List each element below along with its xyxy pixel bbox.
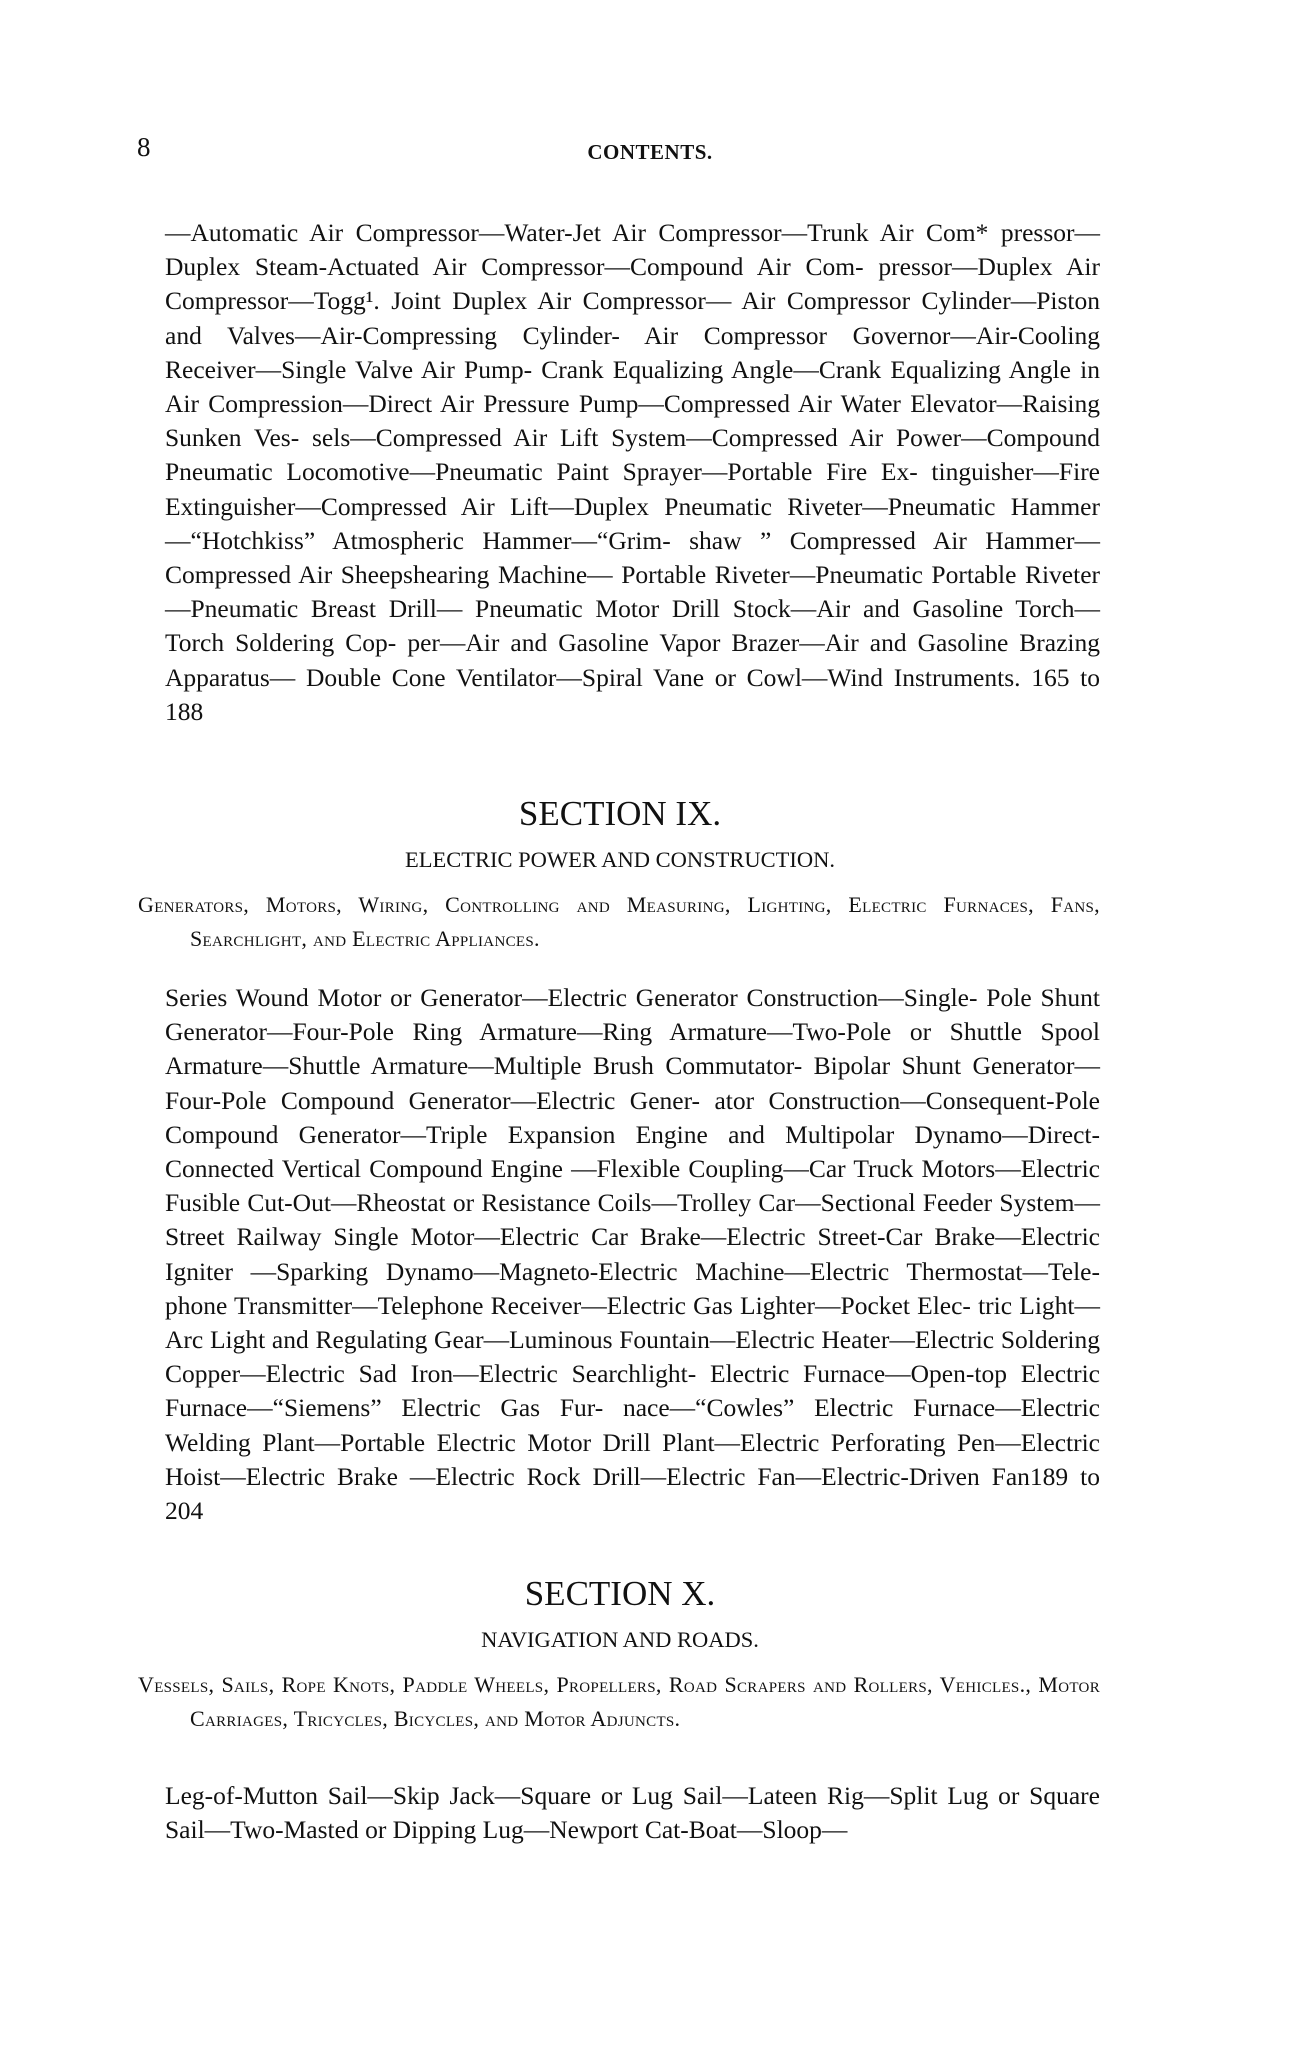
section-10-contents: Leg-of-Mutton Sail—Skip Jack—Square or Lug Sail—Lateen Rig—Split Lug or Square Sail—Two-Masted or Dipping Lug—Newport Cat-Boat—Sloop— (165, 1781, 1100, 1845)
section-10-topics: Vessels, Sails, Rope Knots, Paddle Wheels, Propellers, Road Scrapers and Rollers, Vehicles., Motor Carriages, Tricycles, Bicycles, and Motor Adjuncts. (138, 1672, 1100, 1731)
section-9-contents: Series Wound Motor or Generator—Electric Generator Construction—Single- Pole Shunt Generator—Four-Pole Ring Armature—Ring Armature—Two-Pole or Shuttle Spool Armature—Shuttle Armature—Multiple Brush Commutator- Bipolar Shunt Generator—Four-Pole Compound Generator—Electric Gener- ator Construction—Consequent-Pole Compound Generator—Triple Expansion Engine and Multipolar Dynamo—Direct-Connected Vertical Compound Engine —Flexible Coupling—Car Truck Motors—Electric Fusible Cut-Out—Rheostat or Resistance Coils—Trolley Car—Sectional Feeder System—Street Railway Single Motor—Electric Car Brake—Electric Street-Car Brake—Electric Igniter —Sparking Dynamo—Magneto-Electric Machine—Electric Thermostat—Tele- phone Transmitter—Telephone Receiver—Electric Gas Lighter—Pocket Elec- tric Light—Arc Light and Regulating Gear—Luminous Fountain—Electric Heater—Electric Soldering Copper—Electric Sad Iron—Electric Searchlight- Electric Furnace—Open-top Electric Furnace—“Siemens” Electric Gas Fur- nace—“Cowles” Electric Furnace—Electric Welding Plant—Portable Electric Motor Drill Plant—Electric Perforating Pen—Electric Hoist—Electric Brake —Electric Rock Drill—Electric Fan—Electric-Driven Fan189 to 204 (165, 983, 1100, 1526)
section-10-subtitle: NAVIGATION AND ROADS. (481, 1627, 759, 1652)
section-9-title: SECTION IX. (518, 794, 722, 833)
section-10-title: SECTION X. (524, 1574, 716, 1613)
page-number: 8 (137, 132, 151, 162)
section-8-contents-continued: —Automatic Air Compressor—Water-Jet Air Compressor—Trunk Air Com* pressor—Duplex Steam-Actuated Air Compressor—Compound Air Com- pressor—Duplex Air Compressor—Togg¹. Joint Duplex Air Compressor— Air Compressor Cylinder—Piston and Valves—Air-Compressing Cylinder- Air Compressor Governor—Air-Cooling Receiver—Single Valve Air Pump- Crank Equalizing Angle—Crank Equalizing Angle in Air Compression—Direct Air Pressure Pump—Compressed Air Water Elevator—Raising Sunken Ves- sels—Compressed Air Lift System—Compressed Air Power—Compound Pneumatic Locomotive—Pneumatic Paint Sprayer—Portable Fire Ex- tinguisher—Fire Extinguisher—Compressed Air Lift—Duplex Pneumatic Riveter—Pneumatic Hammer—“Hotchkiss” Atmospheric Hammer—“Grim- shaw ” Compressed Air Hammer—Compressed Air Sheepshearing Machine— Portable Riveter—Pneumatic Portable Riveter—Pneumatic Breast Drill— Pneumatic Motor Drill Stock—Air and Gasoline Torch—Torch Soldering Cop- per—Air and Gasoline Vapor Brazer—Air and Gasoline Brazing Apparatus— Double Cone Ventilator—Spiral Vane or Cowl—Wind Instruments. 165 to 188 (165, 218, 1100, 726)
running-title: CONTENTS. (587, 140, 713, 164)
section-9-subtitle: ELECTRIC POWER AND CONSTRUCTION. (404, 847, 835, 872)
section-9-topics: Generators, Motors, Wiring, Controlling and Measuring, Lighting, Electric Furnaces, Fans, Searchlight, and Electric Appliances. (138, 892, 1100, 951)
